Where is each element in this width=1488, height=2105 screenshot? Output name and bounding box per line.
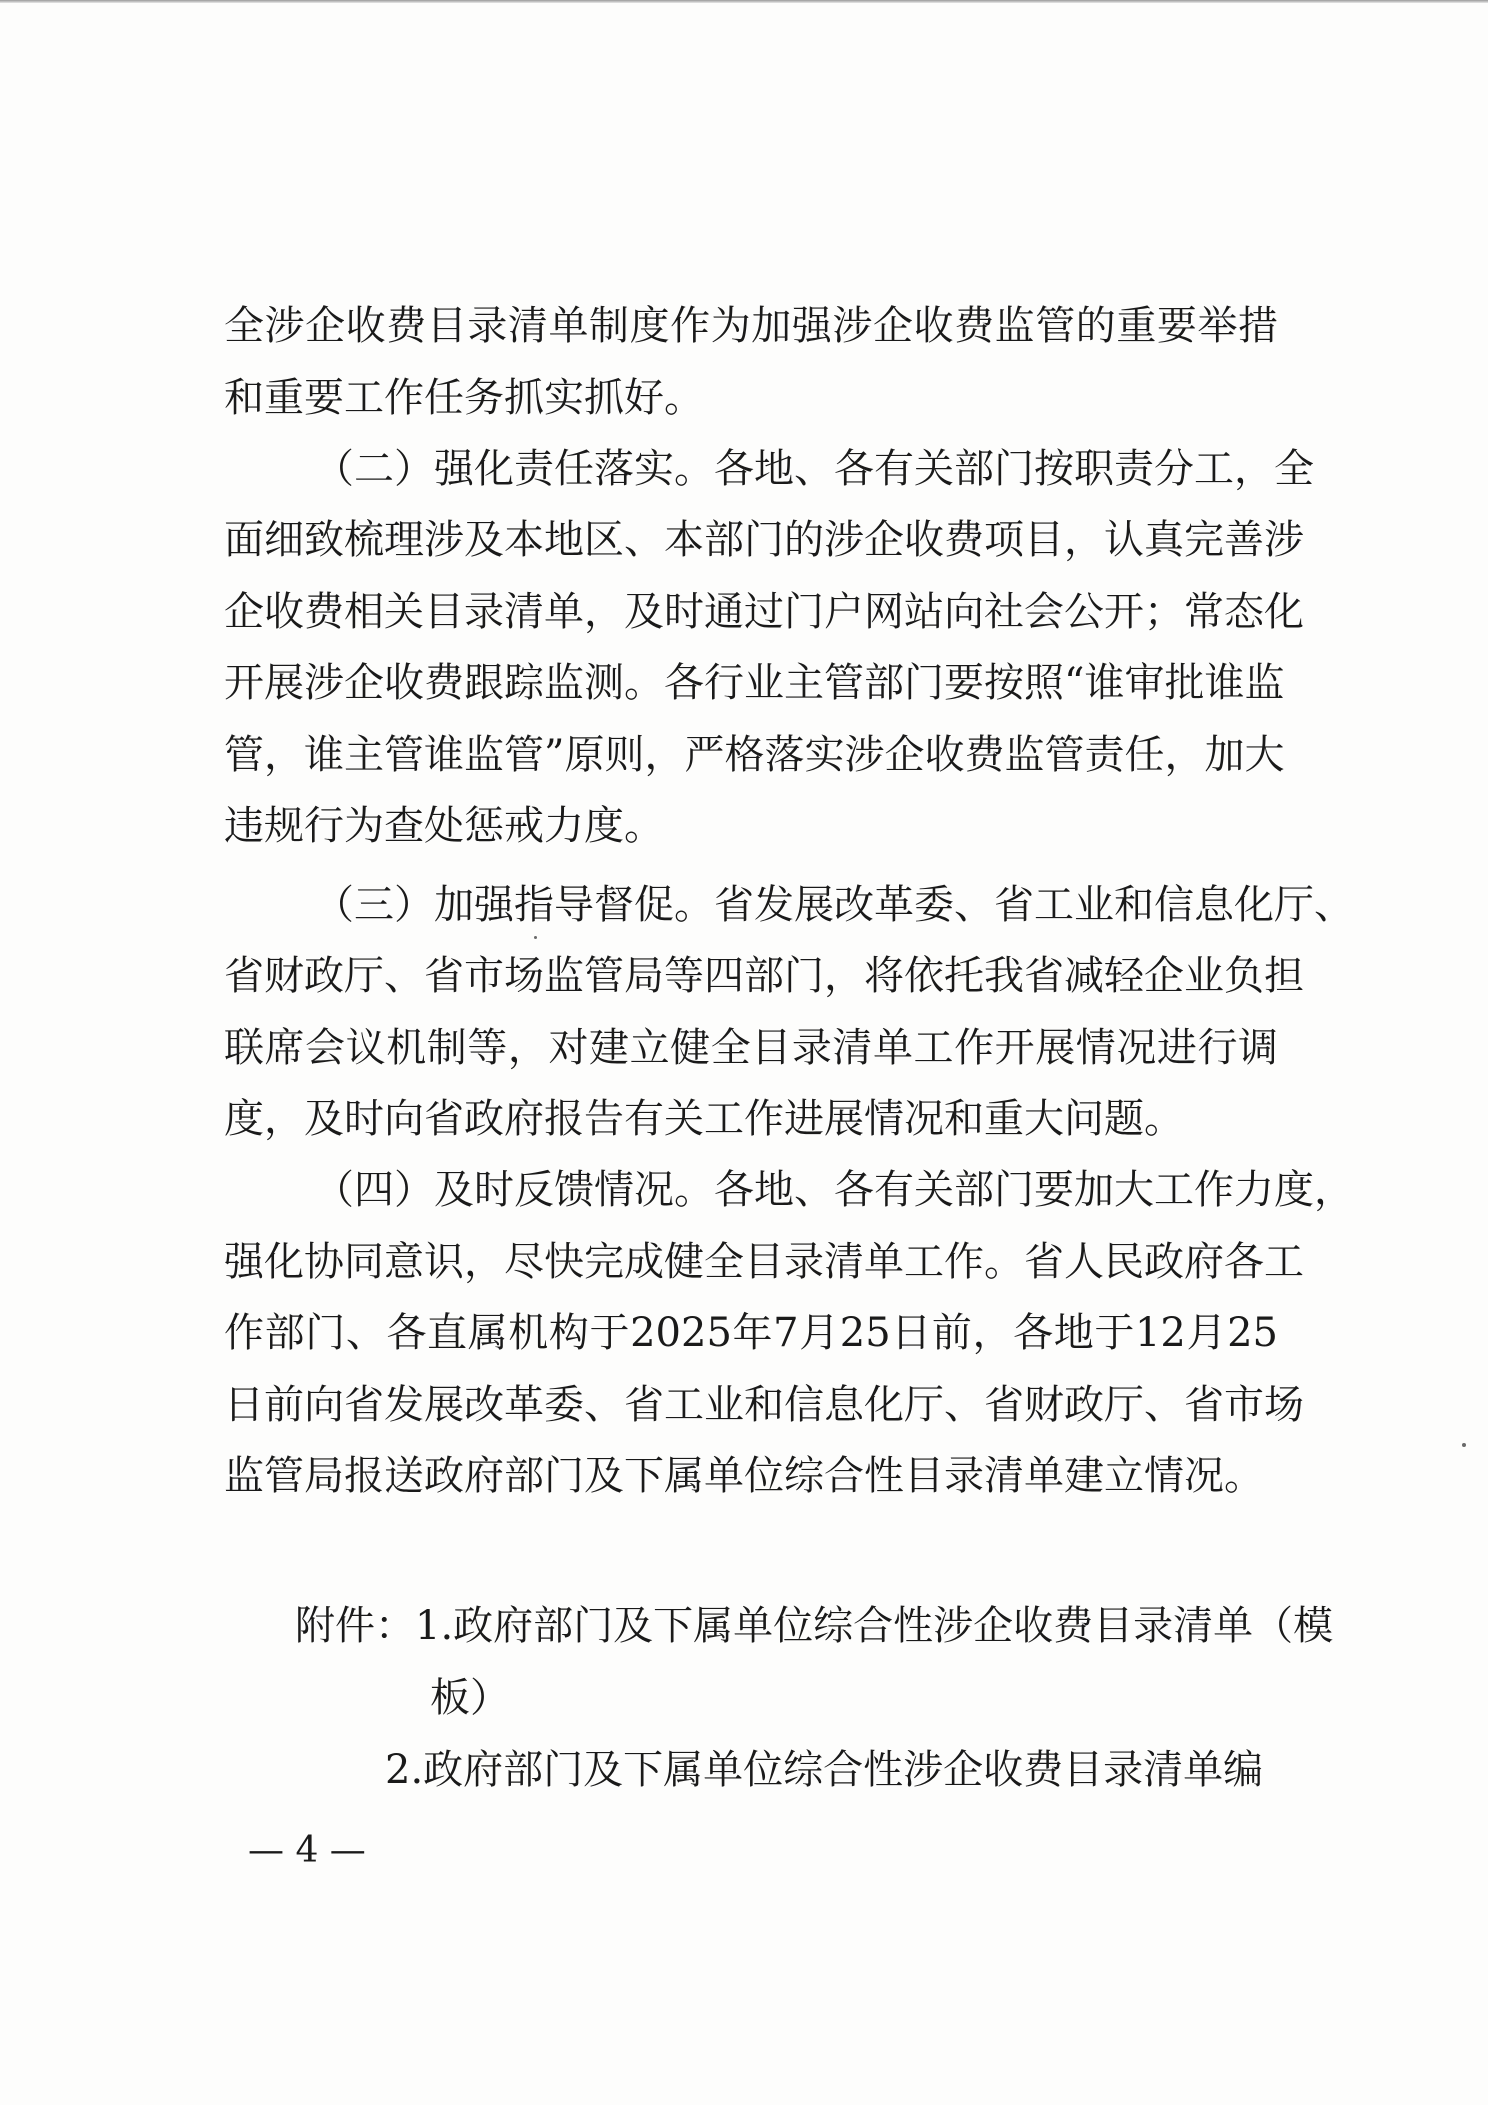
body-line-10: 省财政厅、省市场监管局等四部门，将依托我省减轻企业负担 — [224, 953, 1304, 999]
body-line-12: 度，及时向省政府报告有关工作进展情况和重大问题。 — [224, 1096, 1184, 1142]
scan-speck — [1462, 1443, 1466, 1447]
section-2-heading-line: （二）强化责任落实。各地、各有关部门按职责分工，全 — [314, 446, 1314, 492]
body-line-7: 管，谁主管谁监管”原则，严格落实涉企收费监管责任，加大 — [224, 732, 1285, 778]
section-4-heading-line: （四）及时反馈情况。各地、各有关部门要加大工作力度， — [314, 1167, 1354, 1213]
attachment-item-2: 2.政府部门及下属单位综合性涉企收费目录清单编 — [385, 1747, 1264, 1793]
attachment-item-1-continued: 板） — [430, 1675, 510, 1721]
body-line-14: 强化协同意识，尽快完成健全目录清单工作。省人民政府各工 — [224, 1239, 1304, 1285]
body-line-2: 和重要工作任务抓实抓好。 — [224, 375, 704, 421]
scan-speck — [534, 936, 537, 939]
body-line-1: 全涉企收费目录清单制度作为加强涉企收费监管的重要举措 — [224, 303, 1278, 349]
body-line-11: 联席会议机制等，对建立健全目录清单工作开展情况进行调 — [224, 1025, 1278, 1071]
body-line-6: 开展涉企收费跟踪监测。各行业主管部门要按照“谁审批谁监 — [224, 660, 1285, 706]
attachment-item-1: 附件：1.政府部门及下属单位综合性涉企收费目录清单（模 — [295, 1603, 1334, 1649]
body-line-4: 面细致梳理涉及本地区、本部门的涉企收费项目，认真完善涉 — [224, 517, 1304, 563]
body-line-5: 企收费相关目录清单，及时通过门户网站向社会公开；常态化 — [224, 589, 1304, 635]
body-line-15: 作部门、各直属机构于2025年7月25日前，各地于12月25 — [224, 1310, 1278, 1356]
page-number: — 4 — — [248, 1830, 366, 1871]
section-3-heading-line: （三）加强指导督促。省发展改革委、省工业和信息化厅、 — [314, 882, 1354, 928]
body-line-8: 违规行为查处惩戒力度。 — [224, 803, 664, 849]
body-line-16: 日前向省发展改革委、省工业和信息化厅、省财政厅、省市场 — [224, 1382, 1304, 1428]
scan-top-edge — [0, 0, 1488, 3]
body-line-17: 监管局报送政府部门及下属单位综合性目录清单建立情况。 — [224, 1453, 1264, 1499]
